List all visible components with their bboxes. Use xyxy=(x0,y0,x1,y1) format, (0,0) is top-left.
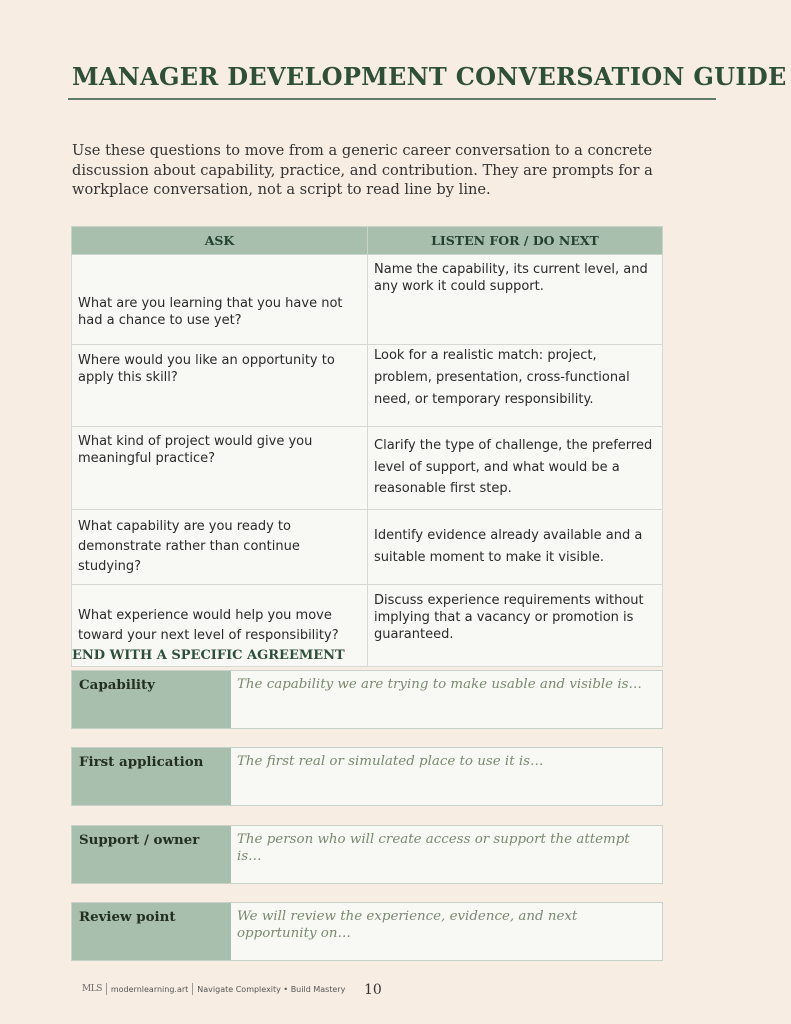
table-row xyxy=(72,510,663,585)
ask-cell: What capability are you ready to demonstrate rather than continue studying? xyxy=(72,510,368,585)
agreement-label: First application xyxy=(72,748,231,805)
ask-cell: Where would you like an opportunity to apply this skill? xyxy=(72,345,368,427)
page-title: MANAGER DEVELOPMENT CONVERSATION GUIDE xyxy=(72,62,787,91)
table-row xyxy=(72,345,663,427)
page-number: 10 xyxy=(364,982,382,998)
agreement-capability xyxy=(71,670,663,729)
title-divider xyxy=(68,98,716,100)
agreement-label: Support / owner xyxy=(72,826,231,883)
footer-tagline: Navigate Complexity • Build Mastery xyxy=(197,984,346,994)
agreement-label: Capability xyxy=(72,671,231,728)
agreement-heading: END WITH A SPECIFIC AGREEMENT xyxy=(72,648,345,663)
agreement-label: Review point xyxy=(72,903,231,960)
ask-cell: What experience would help you move toward your next level of responsibility? xyxy=(72,585,368,667)
brand-logo: MLS xyxy=(82,984,102,994)
column-header-ask: ASK xyxy=(72,227,368,255)
agreement-review-point xyxy=(71,902,663,961)
footer-divider xyxy=(106,983,107,995)
listen-cell: Look for a realistic match: project, problem, presentation, cross-functional need, or temporary responsibility. xyxy=(368,345,663,427)
listen-cell: Identify evidence already available and a suitable moment to make it visible. xyxy=(368,510,663,585)
table-header-row xyxy=(72,227,663,255)
table-row xyxy=(72,427,663,510)
agreement-prompt: We will review the experience, evidence, and next opportunity on… xyxy=(237,909,578,941)
page-footer xyxy=(82,983,345,995)
table-row xyxy=(72,255,663,345)
column-header-listen: LISTEN FOR / DO NEXT xyxy=(368,227,663,255)
agreement-prompt: The capability we are trying to make usable and visible is… xyxy=(237,677,642,692)
listen-cell: Discuss experience requirements without implying that a vacancy or promotion is guaranteed. xyxy=(368,585,663,667)
listen-cell: Clarify the type of challenge, the preferred level of support, and what would be a reasonable first step. xyxy=(368,427,663,510)
agreement-prompt: The person who will create access or support the attempt is… xyxy=(237,832,630,864)
agreement-support-owner xyxy=(71,825,663,884)
conversation-table xyxy=(71,226,663,667)
footer-divider xyxy=(192,983,193,995)
footer-site: modernlearning.art xyxy=(110,984,189,994)
ask-cell: What kind of project would give you meaningful practice? xyxy=(72,427,368,510)
intro-paragraph: Use these questions to move from a generic career conversation to a concrete discussion about capability, practice, and contribution. They are prompts for a workplace conversation, not a script to read line by line. xyxy=(72,142,653,198)
agreement-first-application xyxy=(71,747,663,806)
agreement-prompt: The first real or simulated place to use it is… xyxy=(237,754,544,769)
ask-cell: What are you learning that you have not had a chance to use yet? xyxy=(72,255,368,345)
listen-cell: Name the capability, its current level, and any work it could support. xyxy=(368,255,663,345)
